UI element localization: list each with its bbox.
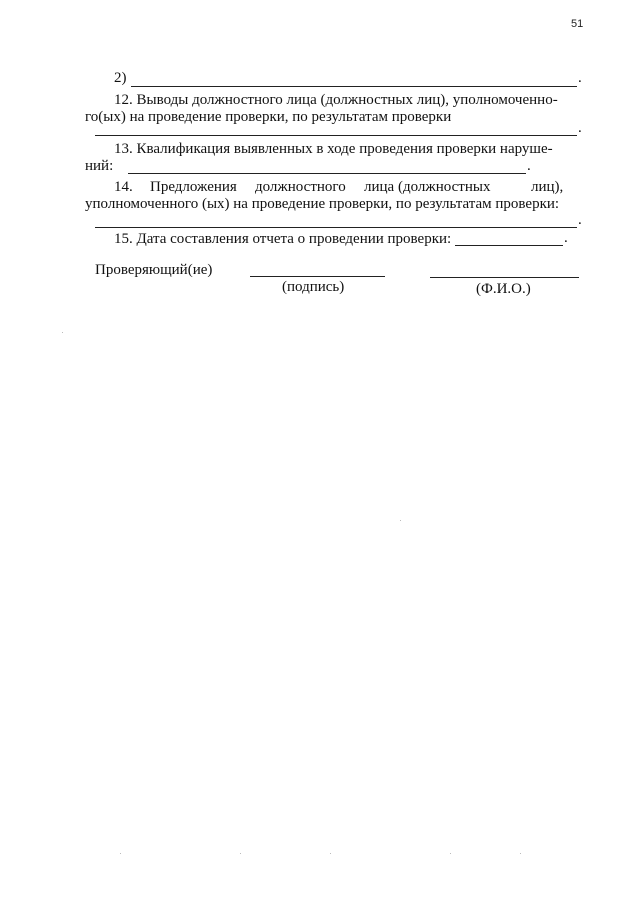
scan-speck	[330, 853, 331, 854]
item-13-period: .	[527, 158, 531, 174]
signature-line	[250, 276, 385, 277]
scan-speck	[520, 853, 521, 854]
item-14-period: .	[578, 212, 582, 228]
item-15-blank-line	[455, 245, 563, 246]
item-14-word-4: лиц),	[531, 179, 564, 195]
page-number: 51	[571, 18, 584, 30]
item-13-line-1: 13. Квалификация выявленных в ходе проведения проверки наруше-	[114, 141, 553, 157]
full-name-caption: (Ф.И.О.)	[476, 281, 531, 297]
item-14-line-2: уполномоченного (ых) на проведение проверки, по результатам проверки:	[85, 196, 560, 212]
scan-speck	[62, 332, 63, 333]
signature-caption: (подпись)	[282, 279, 345, 295]
item-2-label: 2)	[114, 70, 127, 86]
scan-speck	[120, 853, 121, 854]
item-12-line-2: го(ых) на проведение проверки, по результатам проверки	[85, 109, 452, 125]
item-14-word-1: Предложения	[150, 179, 237, 195]
item-2-period: .	[578, 70, 582, 86]
item-14-number: 14.	[114, 179, 133, 195]
item-12-line-1: 12. Выводы должностного лица (должностных лиц), уполномоченно-	[114, 92, 558, 108]
item-15-period: .	[564, 230, 568, 246]
item-13-blank-line	[128, 173, 526, 174]
scan-speck	[450, 853, 451, 854]
item-15-label: 15. Дата составления отчета о проведении проверки:	[114, 231, 452, 247]
inspector-label: Проверяющий(ие)	[95, 262, 213, 278]
item-2-blank-line	[131, 86, 577, 87]
item-14-word-2: должностного	[255, 179, 346, 195]
item-12-period: .	[578, 120, 582, 136]
item-13-line-2: ний:	[85, 158, 114, 174]
scan-speck	[400, 520, 401, 521]
item-14-word-3: лица (должностных	[364, 179, 491, 195]
full-name-line	[430, 277, 579, 278]
scan-speck	[240, 853, 241, 854]
item-12-blank-line	[95, 135, 577, 136]
item-14-blank-line	[95, 227, 577, 228]
